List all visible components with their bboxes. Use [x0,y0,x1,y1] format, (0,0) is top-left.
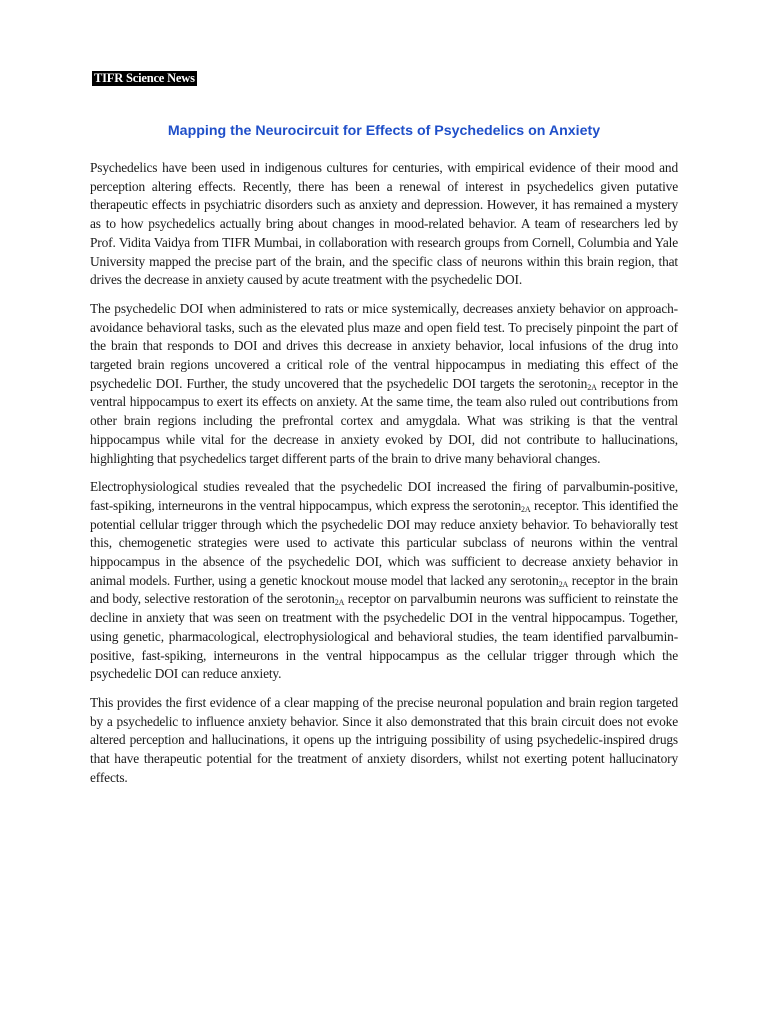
subscript: 2A [521,504,531,514]
subscript: 2A [558,579,569,589]
subscript: 2A [587,382,597,392]
subscript: 2A [334,598,345,608]
paragraph-brain-region: The psychedelic DOI when administered to rats or mice systemically, decreases anxiety behavior on approach-avoidance behavioral tasks, such as the elevated plus maze and open field test. To precisely pinpoint the part of the brain that responds to DOI and drives this decrease in anxiety behavior, local infusions of the drug into targeted brain regions uncovered a critical role of the ventral hippocampus in mediating this effect of the psychedelic DOI. Further, the study uncovered that the psychedelic DOI targets the serotonin$_{2A}$ receptor in the ventral hippocampus to exert its effects on anxiety. At the same time, the team also ruled out contributions from other brain regions including the prefrontal cortex and amygdala. What was striking is that the ventral hippocampus while vital for the decrease in anxiety evoked by DOI, did not contribute to hallucinations, highlighting that psychedelics target different parts of the brain to drive many behavioral changes. [90,300,678,466]
paragraph-conclusion: This provides the first evidence of a clear mapping of the precise neuronal population and brain region targeted by a psychedelic to influence anxiety behavior. Since it also demonstrated that this brain circuit does not evoke altered perception and hallucinations, it opens up the intriguing possibility of using psychedelic-inspired drugs that have therapeutic potential for the treatment of anxiety disorders, whilst not exerting potent hallucinatory effects. [90,694,678,785]
article-body [90,159,678,798]
paragraph-intro: Psychedelics have been used in indigenous cultures for centuries, with empirical evidence of their mood and perception altering effects. Recently, there has been a renewal of interest in psychedelics given putative therapeutic effects in psychiatric disorders such as anxiety and depression. However, it has remained a mystery as to how psychedelics actually bring about changes in mood-related behavior. A team of researchers led by Prof. Vidita Vaidya from TIFR Mumbai, in collaboration with research groups from Cornell, Columbia and Yale University mapped the precise part of the brain, and the specific class of neurons within this brain region, that drives the decrease in anxiety caused by acute treatment with the psychedelic DOI. [90,160,678,288]
paragraph-electrophysiology: Electrophysiological studies revealed that the psychedelic DOI increased the firing of parvalbumin-positive, fast-spiking, interneurons in the ventral hippocampus, which express the serotonin$_{2A}$ receptor. This identified the potential cellular trigger through which the psychedelic DOI may reduce anxiety behavior. To behaviorally test this, chemogenetic strategies were used to activate this particular subclass of neurons within the ventral hippocampus in the absence of the psychedelic DOI, which was sufficient to decrease anxiety behavior in animal models. Further, using a genetic knockout mouse model that lacked any serotonin$_{2A}$ receptor in the brain and body, selective restoration of the serotonin$_{2A}$ receptor on parvalbumin neurons was sufficient to reinstate the decline in anxiety that was seen on treatment with the psychedelic DOI in the ventral hippocampus. Together, using genetic, pharmacological, electrophysiological and behavioral studies, the team identified parvalbumin-positive, fast-spiking, interneurons in the ventral hippocampus as the cellular trigger through which the psychedelic DOI can reduce anxiety. [90,479,679,682]
article-title: Mapping the Neurocircuit for Effects of Psychedelics on Anxiety [167,123,601,139]
publication-badge: TIFR Science News [94,71,195,85]
